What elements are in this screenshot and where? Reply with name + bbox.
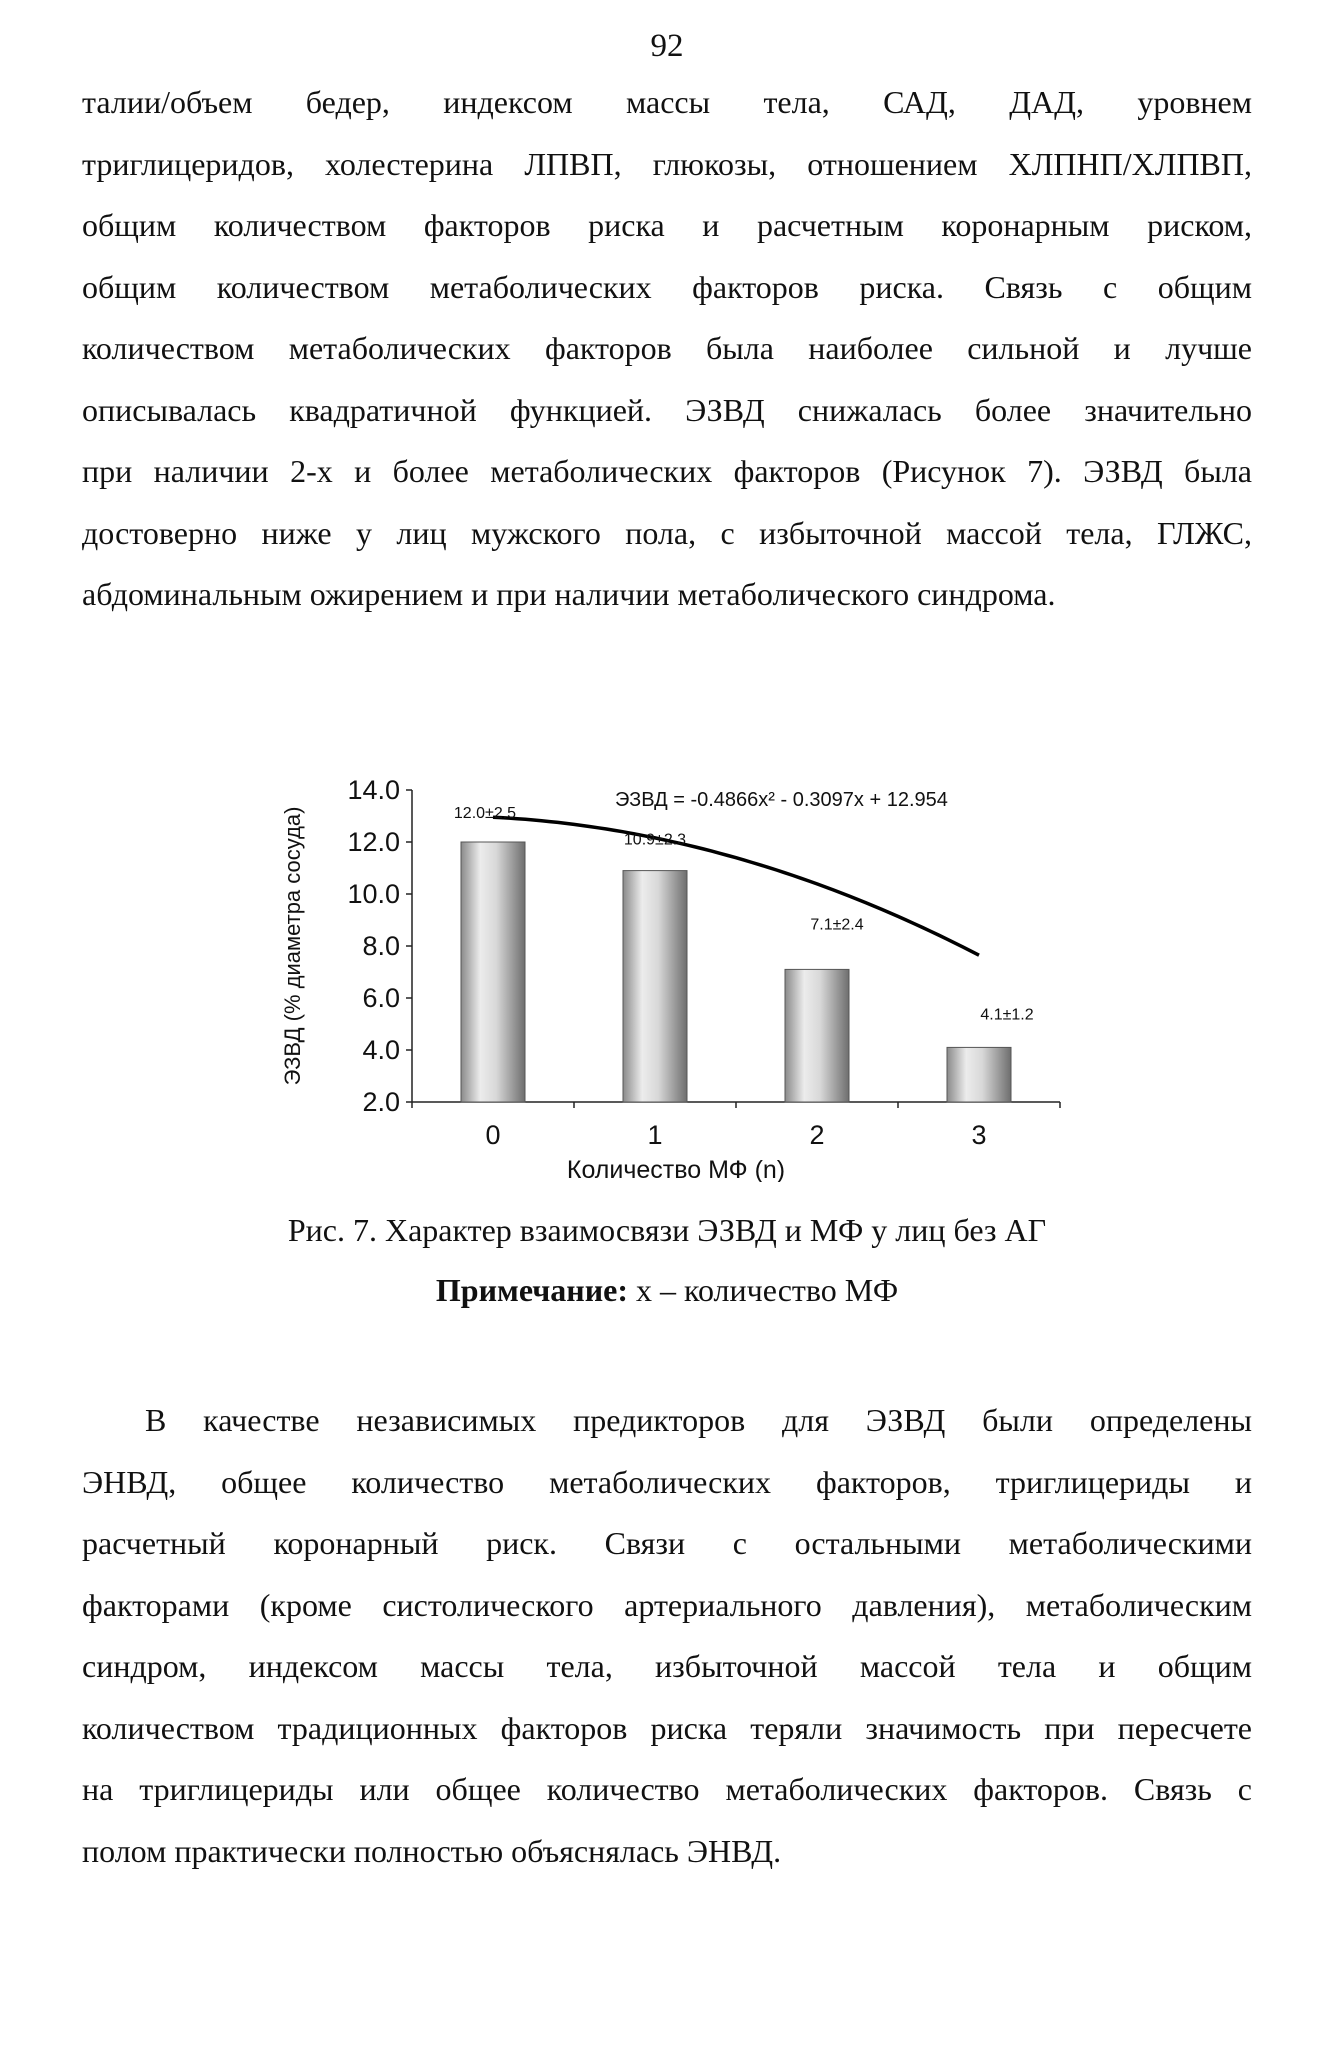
text-line: В качестве независимых предикторов для ЭЗВД были определены (145, 1402, 1252, 1438)
text-line: достоверно ниже у лиц мужского пола, с избыточной массой тела, ГЛЖС, (82, 514, 1252, 551)
x-tick-label: 1 (647, 1120, 663, 1150)
text-line: количеством метаболических факторов была наиболее сильной и лучше (82, 330, 1252, 366)
text-line: при наличии 2-х и более метаболических факторов (Рисунок 7). ЭЗВД была (82, 453, 1252, 489)
bar-chart (270, 762, 1070, 1182)
y-tick-label: 12.0 (347, 827, 400, 857)
data-label: 4.1±1.2 (980, 1006, 1034, 1024)
y-tick-label: 14.0 (347, 775, 400, 805)
data-label: 12.0±2.5 (453, 805, 517, 822)
text-line: общим количеством метаболических факторов риска. Связь с общим (82, 268, 1252, 305)
data-label: 10.9±2.3 (623, 831, 687, 849)
paragraph-1 (82, 72, 1252, 626)
trend-equation: ЭЗВД = -0.4866x² - 0.3097x + 12.954 (615, 789, 948, 811)
paragraph-2 (82, 1390, 1252, 1882)
text-line: полом практически полностью объяснялась ЭНВД. (82, 1832, 782, 1869)
figure-note (0, 1272, 1334, 1309)
trend-line (493, 817, 979, 955)
text-line: триглицеридов, холестерина ЛПВП, глюкозы, отношением ХЛПНП/ХЛПВП, (82, 145, 1252, 182)
x-tick-label: 3 (971, 1120, 987, 1150)
page-number: 92 (650, 28, 684, 64)
text-line: описывалась квадратичной функцией. ЭЗВД снижалась более значительно (82, 391, 1252, 428)
chart-bars (461, 842, 1011, 1102)
y-tick-label: 8.0 (362, 931, 400, 961)
note-text: х – количество МФ (628, 1272, 899, 1308)
x-axis-title: Количество МФ (n) (566, 1156, 786, 1182)
text-line: общим количеством факторов риска и расчетным коронарным риском, (82, 207, 1252, 243)
text-line: факторами (кроме систолического артериального давления), метаболическим (82, 1586, 1252, 1623)
text-line: на триглицериды или общее количество метаболических факторов. Связь с (82, 1771, 1252, 1807)
x-tick-label: 2 (809, 1120, 825, 1150)
bar (623, 871, 687, 1102)
y-tick-label: 6.0 (362, 983, 400, 1013)
y-tick-label: 2.0 (362, 1087, 400, 1117)
y-tick-label: 4.0 (362, 1035, 400, 1065)
data-label: 7.1±2.4 (810, 916, 864, 934)
chart-trendline (493, 817, 979, 955)
text-line: ЭНВД, общее количество метаболических факторов, триглицериды и (82, 1463, 1252, 1500)
y-axis-title: ЭЗВД (% диаметра сосуда) (280, 806, 305, 1086)
note-label: Примечание: (435, 1272, 629, 1308)
text-line: количеством традиционных факторов риска теряли значимость при пересчете (82, 1709, 1252, 1746)
bar (947, 1047, 1011, 1102)
text-line: расчетный коронарный риск. Связи с остальными метаболическими (82, 1525, 1252, 1561)
x-tick-label: 0 (485, 1120, 501, 1150)
y-tick-label: 10.0 (347, 879, 400, 909)
text-line: талии/объем бедер, индексом массы тела, САД, ДАД, уровнем (82, 84, 1252, 120)
text-line: абдоминальным ожирением и при наличии метаболического синдрома. (82, 576, 1056, 612)
figure-caption: Рис. 7. Характер взаимосвязи ЭЗВД и МФ у лиц без АГ (287, 1212, 1047, 1248)
bar (785, 969, 849, 1102)
bar (461, 842, 525, 1102)
text-line: синдром, индексом массы тела, избыточной массой тела и общим (82, 1648, 1252, 1684)
